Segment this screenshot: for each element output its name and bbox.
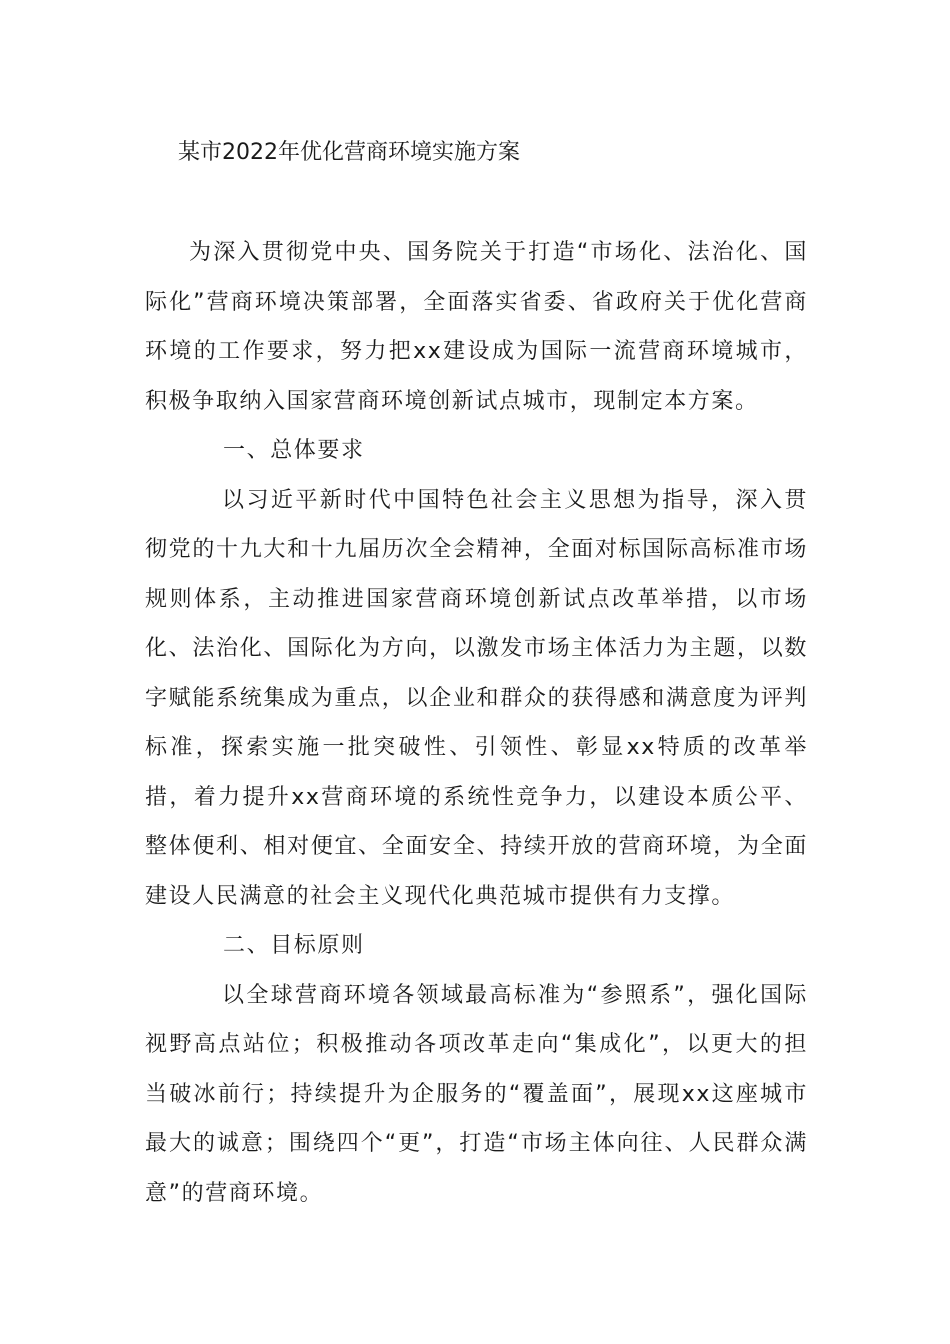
document-title: 某市2022年优化营商环境实施方案: [178, 140, 520, 165]
section-paragraph-overall-requirements: 以习近平新时代中国特色社会主义思想为指导，深入贯彻党的十九大和十九届历次全会精神，全面对标国际高标准市场规则体系，主动推进国家营商环境创新试点改革举措，以市场化、法治化、国际化为方向，以激发市场主体活力为主题，以数字赋能系统集成为重点，以企业和群众的获得感和满意度为评判标准，探索实施一批突破性、引领性、彰显xx特质的改革举措，着力提升xx营商环境的系统性竞争力，以建设本质公平、整体便利、相对便宜、全面安全、持续开放的营商环境，为全面建设人民满意的社会主义现代化典范城市提供有力支撑。: [145, 487, 808, 909]
section-paragraph-goals-principles: 以全球营商环境各领域最高标准为“参照系”，强化国际视野高点站位；积极推动各项改革走向“集成化”，以更大的担当破冰前行；持续提升为企服务的“覆盖面”，展现xx这座城市最大的诚意；围绕四个“更”，打造“市场主体向往、人民群众满意”的营商环境。: [145, 982, 808, 1206]
document-body: [145, 228, 808, 1218]
section-heading-goals-principles: 二、目标原则: [223, 933, 365, 958]
intro-paragraph: 为深入贯彻党中央、国务院关于打造“市场化、法治化、国际化”营商环境决策部署，全面落实省委、省政府关于优化营商环境的工作要求，努力把xx建设成为国际一流营商环境城市，积极争取纳入国家营商环境创新试点城市，现制定本方案。: [145, 240, 808, 414]
section-heading-overall-requirements: 一、总体要求: [223, 438, 365, 463]
